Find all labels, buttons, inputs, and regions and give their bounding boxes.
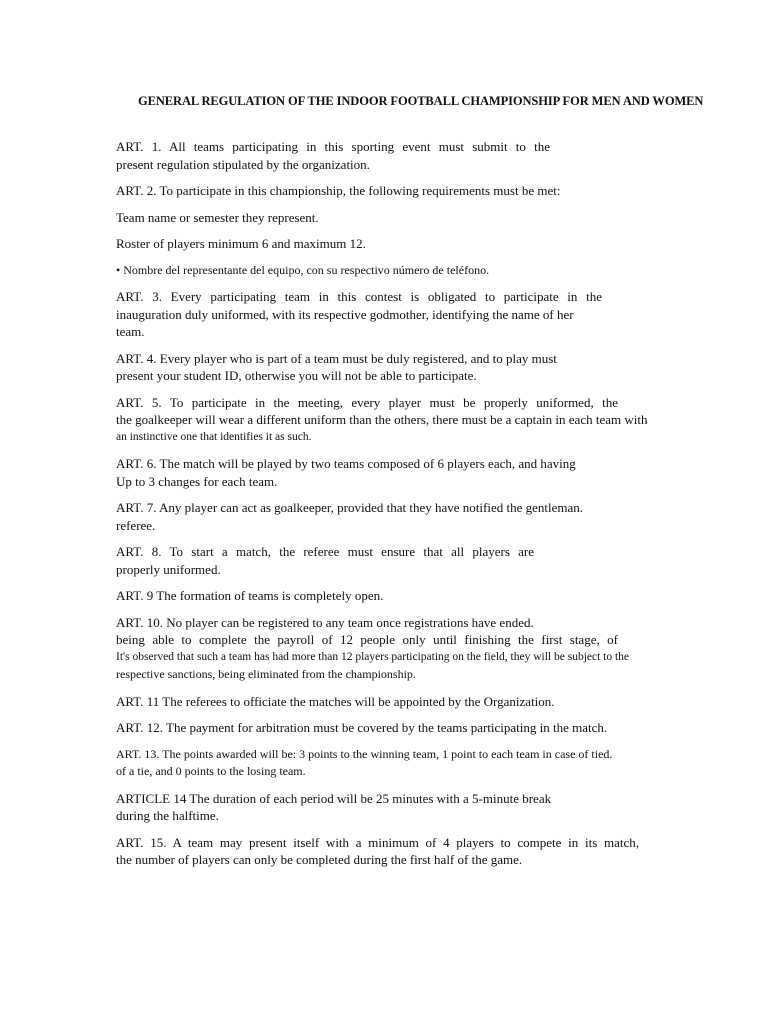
article-3-line-3: team. bbox=[116, 324, 145, 339]
requirement-roster bbox=[116, 235, 668, 253]
article-3 bbox=[116, 288, 668, 341]
article-15 bbox=[116, 834, 668, 869]
article-13 bbox=[116, 746, 668, 781]
article-14-line-2: during the halftime. bbox=[116, 808, 219, 823]
article-1 bbox=[116, 138, 668, 173]
article-10-line-2: being able to complete the payroll of 12 people only until finishing the first stage, of bbox=[116, 632, 618, 647]
article-4-line-1: ART. 4. Every player who is part of a team must be duly registered, and to play must bbox=[116, 350, 557, 366]
article-13-line-2: of a tie, and 0 points to the losing team. bbox=[116, 764, 306, 778]
article-10-line-1: ART. 10. No player can be registered to any team once registrations have ended. bbox=[116, 614, 534, 630]
article-6-line-1: ART. 6. The match will be played by two teams composed of 6 players each, and having bbox=[116, 456, 576, 471]
article-8 bbox=[116, 543, 668, 578]
article-4-line-2: present your student ID, otherwise you will not be able to participate. bbox=[116, 368, 477, 383]
article-9 bbox=[116, 587, 668, 605]
article-6 bbox=[116, 455, 668, 490]
article-11-line-1: ART. 11 The referees to officiate the matches will be appointed by the Organization. bbox=[116, 693, 555, 709]
article-6-line-2: Up to 3 changes for each team. bbox=[116, 473, 278, 489]
article-4 bbox=[116, 350, 668, 385]
article-14-line-1: ARTICLE 14 The duration of each period will be 25 minutes with a 5-minute break bbox=[116, 790, 552, 806]
article-5-line-2: the goalkeeper will wear a different uniform than the others, there must be a captain in each team with bbox=[116, 412, 648, 427]
article-9-line-1: ART. 9 The formation of teams is completely open. bbox=[116, 588, 384, 603]
article-13-line-1: ART. 13. The points awarded will be: 3 points to the winning team, 1 point to each team in case of tied. bbox=[116, 746, 613, 761]
article-2 bbox=[116, 182, 668, 200]
article-1-line-1: ART. 1. All teams participating in this sporting event must submit to the bbox=[116, 139, 550, 154]
requirement-team-name bbox=[116, 209, 668, 227]
article-2-line-1: ART. 2. To participate in this championship, the following requirements must be met: bbox=[116, 183, 561, 198]
requirement-roster-line: Roster of players minimum 6 and maximum 12. bbox=[116, 236, 366, 251]
article-14 bbox=[116, 790, 668, 825]
document-body bbox=[116, 138, 668, 878]
article-5-line-3: an instinctive one that identifies it as such. bbox=[116, 430, 312, 443]
article-5 bbox=[116, 394, 668, 447]
article-3-line-2: inauguration duly uniformed, with its respective godmother, identifying the name of her bbox=[116, 306, 574, 322]
article-7-line-2: referee. bbox=[116, 517, 156, 533]
article-15-line-2: the number of players can only be completed during the first half of the game. bbox=[116, 852, 523, 867]
article-8-line-1: ART. 8. To start a match, the referee must ensure that all players are bbox=[116, 544, 534, 559]
article-3-line-1: ART. 3. Every participating team in this contest is obligated to participate in the bbox=[116, 289, 602, 304]
article-5-line-1: ART. 5. To participate in the meeting, every player must be properly uniformed, the bbox=[116, 394, 618, 410]
article-1-line-2: present regulation stipulated by the organization. bbox=[116, 156, 370, 172]
article-12 bbox=[116, 719, 668, 737]
article-11 bbox=[116, 693, 668, 711]
article-7-line-1: ART. 7. Any player can act as goalkeeper, provided that they have notified the gentleman. bbox=[116, 500, 584, 515]
requirement-representative-line: • Nombre del representante del equipo, con su respectivo número de teléfono. bbox=[116, 262, 490, 277]
article-10 bbox=[116, 614, 668, 684]
requirement-representative bbox=[116, 262, 668, 280]
article-8-line-2: properly uniformed. bbox=[116, 561, 221, 577]
article-7 bbox=[116, 499, 668, 534]
document-title: GENERAL REGULATION OF THE INDOOR FOOTBALL CHAMPIONSHIP FOR MEN AND WOMEN bbox=[138, 94, 704, 108]
requirement-team-name-line: Team name or semester they represent. bbox=[116, 209, 319, 225]
article-12-line-1: ART. 12. The payment for arbitration must be covered by the teams participating in the match. bbox=[116, 720, 608, 735]
article-15-line-1: ART. 15. A team may present itself with a minimum of 4 players to compete in its match, bbox=[116, 834, 639, 850]
article-10-line-3: It's observed that such a team has had more than 12 players participating on the field, they will be subject to the bbox=[116, 650, 630, 663]
article-10-line-4: respective sanctions, being eliminated from the championship. bbox=[116, 667, 416, 681]
